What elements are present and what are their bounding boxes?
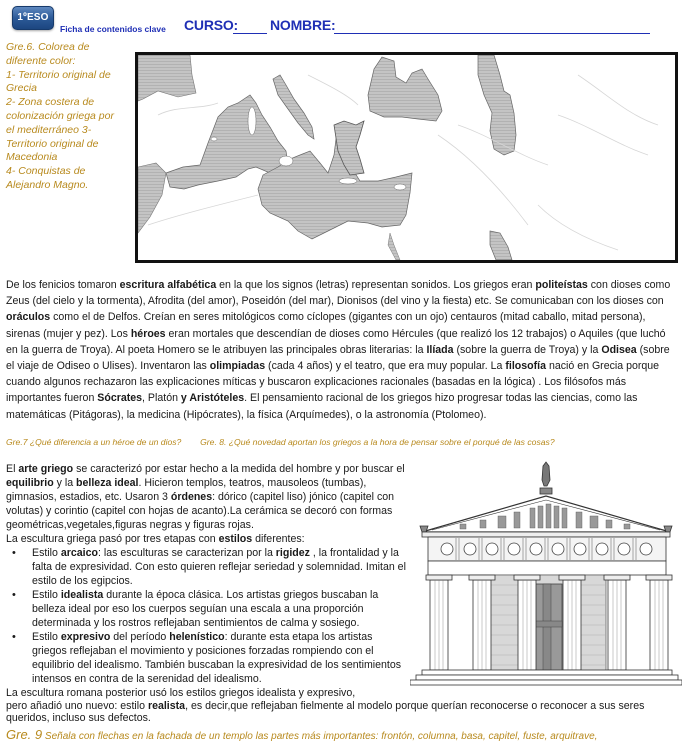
instruction-line: Macedonia [6, 151, 58, 164]
text-run: con dioses como Zeus (del cielo y la tormenta), Afrodita (del amor), Poseidón (del mar), Dionisos (del vino y la fiesta) etc. Se comunicaban con los dioses con [6, 279, 671, 308]
key-term: y Aristóteles [180, 392, 245, 405]
curso-field[interactable] [233, 33, 267, 34]
text-run: y la [53, 477, 77, 489]
key-term: rigidez [275, 547, 310, 559]
text-run: , es decir,que reflejaban fielmente al modelo porque querían reconocerse o reconocer a sus seres queridos, incluso sus defectos. [6, 699, 645, 725]
instruction-line: Gre.6. Colorea de [6, 41, 90, 53]
key-term: oráculos [6, 311, 51, 324]
text-run: , Platón [142, 392, 181, 405]
roman-sculpture-paragraph [6, 687, 678, 725]
key-term: politeístas [535, 279, 588, 291]
key-term: escritura alfabética [119, 279, 217, 291]
instruction-line: Territorio original de [6, 137, 99, 150]
text-run: (sobre la guerra de Troya) y la [453, 343, 602, 356]
text-run: : las esculturas se caracterizan por la [97, 547, 276, 559]
question-9-text: Señala con flechas en la fachada de un templo las partes más importantes: frontón, columna, basa, capitel, fuste, arquitrave, [42, 731, 598, 742]
nombre-label: NOMBRE: [270, 17, 336, 33]
text-run: se caracterizó por estar hecho a la medida del hombre y por buscar el [73, 463, 405, 475]
map-instructions [6, 41, 132, 193]
sculpture-style-item [6, 588, 408, 630]
questions-7-8 [6, 437, 682, 447]
key-term: Sócrates [97, 392, 143, 405]
question-8: Gre. 8. ¿Qué novedad aportan los griegos a la hora de pensar sobre el porqué de las cosas? [200, 437, 555, 447]
key-term: realista [147, 699, 186, 712]
text-run: del período [110, 631, 170, 643]
text-run: durante la época clásica. Los artistas griegos buscaban la belleza ideal por eso los cuerpos seguían una escala a una proporción determinada y los rostros reflejaban sentimientos de calma y sosiego. [32, 589, 379, 629]
sculpture-styles-list [6, 546, 408, 686]
instruction-line: Grecia [6, 82, 37, 95]
instruction-line: diferente color: [6, 54, 76, 67]
sculpture-style-item [6, 546, 408, 588]
greek-culture-paragraph [6, 277, 678, 423]
key-term: arcaico [60, 547, 98, 559]
text-run: : dórico (capitel liso) jónico (capitel con volutas) y corintio (capitel con hojas de acanto).La cerámica se decoró con formas geométricas,vegetales,figuras negras y figuras rojas. [6, 491, 395, 531]
instruction-line: colonización griega por [6, 109, 114, 122]
key-term: expresivo [60, 631, 111, 643]
text-run: , la frontalidad y la falta de expresividad. Con esto quieren reflejar seriedad y solemnidad. Imitan el estilo de los egipcios. [32, 547, 406, 587]
text-run: como el de Delfos. Creían en seres mitológicos como cíclopes (gigantes con un ojo) centauros (mitad caballo, mitad persona), sirenas (mujer y pez). Los [6, 311, 646, 340]
text-run: Estilo [32, 547, 61, 559]
text-run: Estilo [32, 589, 61, 601]
text-run: : durante esta etapa los artistas griegos reflejaban el movimiento y posiciones forzadas rompiendo con el equilibrio del idealismo. También buscaban la expresividad de los sentimientos intensos en contra de la serenidad del idealismo. [32, 631, 402, 685]
instruction-line: 4- Conquistas de [6, 165, 86, 178]
text-run: eran mortales que descendían de dioses como Hércules (que realizó los 12 trabajos) o Aquiles (que luchó en la guerra de Troya). Al poeta Homero se le atribuyen las principales obras literarias: la [6, 327, 666, 356]
text-run: (cada 4 años) y el teatro, que era muy popular. La [265, 360, 506, 373]
question-7: Gre.7 ¿Qué diferencia a un héroe de un dios? [6, 437, 182, 447]
key-term: Odisea [601, 343, 637, 356]
text-run: Estilo [32, 631, 61, 643]
text-run: en la que los signos (letras) representan sonidos. Los griegos eran [216, 279, 536, 291]
key-term: arte griego [18, 463, 74, 475]
art-intro [6, 462, 408, 532]
worksheet-subtitle: Ficha de contenidos clave [60, 24, 166, 34]
text-run: pero añadió uno nuevo: estilo [6, 699, 148, 712]
text-run: . El pensamiento racional de los griegos hizo progresar todas las ciencias, como las matemáticas (Pitágoras), la medicina (Hipócrates), la física (Arquímedes), o la astronomía (Ptolomeo). [6, 392, 638, 421]
text-run: (sobre el viaje de Odiseo o Ulises). Inventaron las [6, 343, 670, 373]
question-9-prefix: Gre. 9 [6, 727, 43, 742]
key-term: filosofía [505, 360, 546, 373]
key-term: helenístico [169, 631, 225, 643]
instruction-line: el mediterráneo 3- [6, 123, 92, 136]
key-term: olimpiadas [209, 360, 266, 373]
temple-image [410, 458, 682, 690]
sculpture-intro [6, 532, 408, 546]
key-term: equilibrio [6, 477, 54, 489]
grade-badge: 1ºESO [12, 6, 54, 30]
key-term: héroes [130, 327, 166, 340]
key-term: Ilíada [426, 343, 454, 356]
text-run: De los fenicios tomaron [6, 279, 120, 291]
key-term: idealista [60, 589, 104, 601]
greek-art-section [6, 462, 408, 686]
nombre-field[interactable] [334, 33, 650, 34]
curso-label: CURSO: [184, 17, 239, 33]
worksheet-header [0, 0, 682, 40]
key-term: órdenes [170, 491, 213, 503]
mediterranean-map [135, 52, 678, 263]
sculpture-style-item [6, 630, 408, 686]
text-run: . Hicieron templos, teatros, mausoleos (tumbas), gimnasios, estadios, etc. Usaron 3 [6, 477, 367, 503]
question-9 [6, 727, 597, 742]
text-run: El [6, 463, 19, 475]
greek-temple-drawing [410, 458, 682, 690]
text-run: La escultura romana posterior usó los estilos griegos idealista y expresivo, [6, 687, 356, 699]
instruction-line: 1- Territorio original de [6, 68, 111, 81]
text-run: nació en Grecia porque cuando algunos rechazaron las explicaciones míticas y buscaron explicaciones racionales (basadas en la lógica) . Los filósofos más importantes fueron [6, 360, 660, 405]
text-run: diferentes: [252, 533, 305, 545]
text-run: La escultura griega pasó por tres etapas con [6, 533, 219, 545]
instruction-line: 2- Zona costera de [6, 96, 95, 109]
map-image [138, 55, 675, 260]
key-term: estilos [218, 533, 253, 545]
instruction-line: Alejandro Magno. [6, 178, 89, 191]
key-term: belleza ideal [76, 477, 139, 489]
